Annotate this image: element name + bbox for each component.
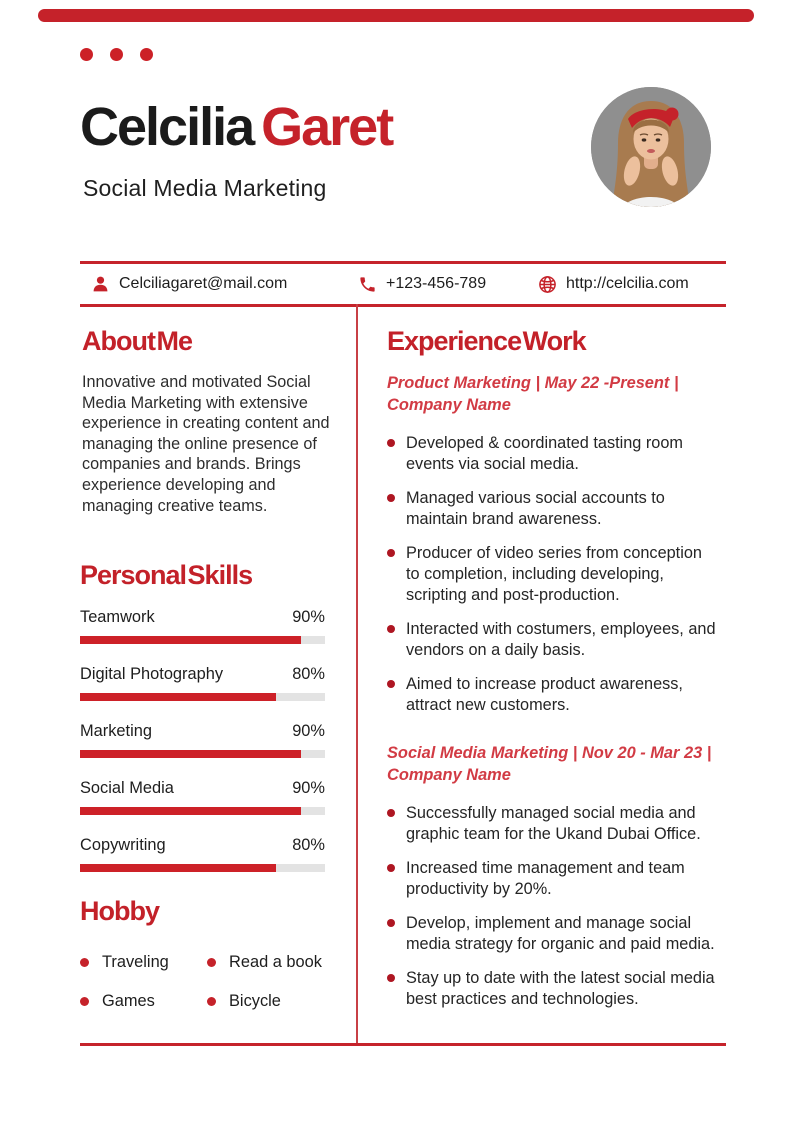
experience-section xyxy=(387,326,717,1023)
job-entry xyxy=(387,373,717,716)
contact-email xyxy=(91,264,287,304)
skill-item xyxy=(80,608,325,644)
contact-bar xyxy=(80,261,726,307)
skill-percent: 80% xyxy=(292,836,325,854)
job-entry xyxy=(387,743,717,1010)
skill-item xyxy=(80,722,325,758)
experience-bullet xyxy=(387,913,717,955)
experience-bullet xyxy=(387,968,717,1010)
bullet-icon xyxy=(387,974,395,982)
bottom-rule xyxy=(80,1043,726,1046)
skill-percent: 80% xyxy=(292,665,325,683)
skill-bar-fill xyxy=(80,636,301,644)
skill-item xyxy=(80,836,325,872)
bullet-icon xyxy=(387,809,395,817)
bullet-text: Successfully managed social media and graphic team for the Ukand Dubai Office. xyxy=(406,804,701,843)
bullet-text: Developed & coordinated tasting room events via social media. xyxy=(406,434,683,473)
red-dot xyxy=(140,48,153,61)
bullet-icon xyxy=(387,494,395,502)
first-name: Celcilia xyxy=(80,97,254,157)
hobby-item xyxy=(80,953,207,972)
red-dot xyxy=(80,48,93,61)
experience-bullet xyxy=(387,858,717,900)
skill-bar-track xyxy=(80,864,325,872)
skill-bar-fill xyxy=(80,693,276,701)
skill-bar-fill xyxy=(80,807,301,815)
bullet-text: Interacted with costumers, employees, and vendors on a daily basis. xyxy=(406,620,716,659)
hobby-label: Read a book xyxy=(229,953,322,971)
website-text: http://celcilia.com xyxy=(566,275,689,292)
last-name: Garet xyxy=(261,97,393,157)
bullet-icon xyxy=(387,625,395,633)
hobby-item xyxy=(207,992,348,1011)
hobby-section xyxy=(80,896,348,1011)
hobby-item xyxy=(80,992,207,1011)
bullet-icon xyxy=(207,958,216,967)
experience-title: Experience Work xyxy=(387,326,586,356)
phone-text: +123-456-789 xyxy=(386,275,487,292)
experience-bullet xyxy=(387,433,717,475)
skill-bar-track xyxy=(80,807,325,815)
job-title: Social Media Marketing xyxy=(83,175,327,201)
bullet-text: Managed various social accounts to maintain brand awareness. xyxy=(406,489,665,528)
skill-label: Social Media xyxy=(80,779,174,797)
bullet-icon xyxy=(80,958,89,967)
bullet-icon xyxy=(387,439,395,447)
bullet-icon xyxy=(387,864,395,872)
globe-icon xyxy=(538,275,557,294)
person-name xyxy=(80,96,392,158)
experience-bullet xyxy=(387,619,717,661)
bullet-icon xyxy=(207,997,216,1006)
bullet-icon xyxy=(387,680,395,688)
skill-bar-track xyxy=(80,693,325,701)
contact-phone xyxy=(358,264,486,304)
skill-bar-fill xyxy=(80,750,301,758)
portrait-illustration xyxy=(591,87,711,207)
hobby-title: Hobby xyxy=(80,896,159,926)
about-title: About Me xyxy=(82,326,192,356)
bullet-text: Producer of video series from conception to completion, including developing, scripting and post-production. xyxy=(406,544,702,604)
job-subtitle: Social Media Marketing | Nov 20 - Mar 23 | Company Name xyxy=(387,744,712,784)
skill-label: Copywriting xyxy=(80,836,166,854)
hobby-label: Traveling xyxy=(102,953,169,971)
top-accent-bar xyxy=(38,9,754,22)
experience-bullet xyxy=(387,674,717,716)
skill-bar-track xyxy=(80,750,325,758)
skill-item xyxy=(80,779,325,815)
bullet-icon xyxy=(80,997,89,1006)
skill-label: Teamwork xyxy=(80,608,155,626)
red-dot xyxy=(110,48,123,61)
skills-title: Personal Skills xyxy=(80,560,253,590)
skill-percent: 90% xyxy=(292,779,325,797)
bullet-text: Develop, implement and manage social media strategy for organic and paid media. xyxy=(406,914,715,953)
job-subtitle: Product Marketing | May 22 -Present | Company Name xyxy=(387,374,679,414)
profile-photo xyxy=(591,87,711,207)
skill-label: Digital Photography xyxy=(80,665,224,683)
phone-icon xyxy=(358,275,377,294)
experience-bullet xyxy=(387,488,717,530)
skills-section xyxy=(80,560,325,893)
bullet-text: Stay up to date with the latest social media best practices and technologies. xyxy=(406,969,715,1008)
person-icon xyxy=(91,275,110,294)
about-section xyxy=(82,326,334,516)
column-divider xyxy=(356,304,358,1043)
bullet-text: Aimed to increase product awareness, attract new customers. xyxy=(406,675,683,714)
skill-percent: 90% xyxy=(292,722,325,740)
skill-bar-track xyxy=(80,636,325,644)
skill-item xyxy=(80,665,325,701)
bullet-icon xyxy=(387,919,395,927)
hobby-label: Bicycle xyxy=(229,992,281,1010)
hobby-item xyxy=(207,953,348,972)
experience-bullet xyxy=(387,543,717,606)
decorative-dots xyxy=(80,48,153,61)
skill-percent: 90% xyxy=(292,608,325,626)
bullet-text: Increased time management and team productivity by 20%. xyxy=(406,859,685,898)
skill-bar-fill xyxy=(80,864,276,872)
contact-website xyxy=(538,264,689,304)
skill-label: Marketing xyxy=(80,722,152,740)
about-text: Innovative and motivated Social Media Marketing with extensive experience in creating content and managing the online presence of companies and brands. Brings experience developing and managing creative teams. xyxy=(82,373,330,515)
email-text: Celciliagaret@mail.com xyxy=(119,275,288,292)
hobby-label: Games xyxy=(102,992,155,1010)
bullet-icon xyxy=(387,549,395,557)
experience-bullet xyxy=(387,803,717,845)
